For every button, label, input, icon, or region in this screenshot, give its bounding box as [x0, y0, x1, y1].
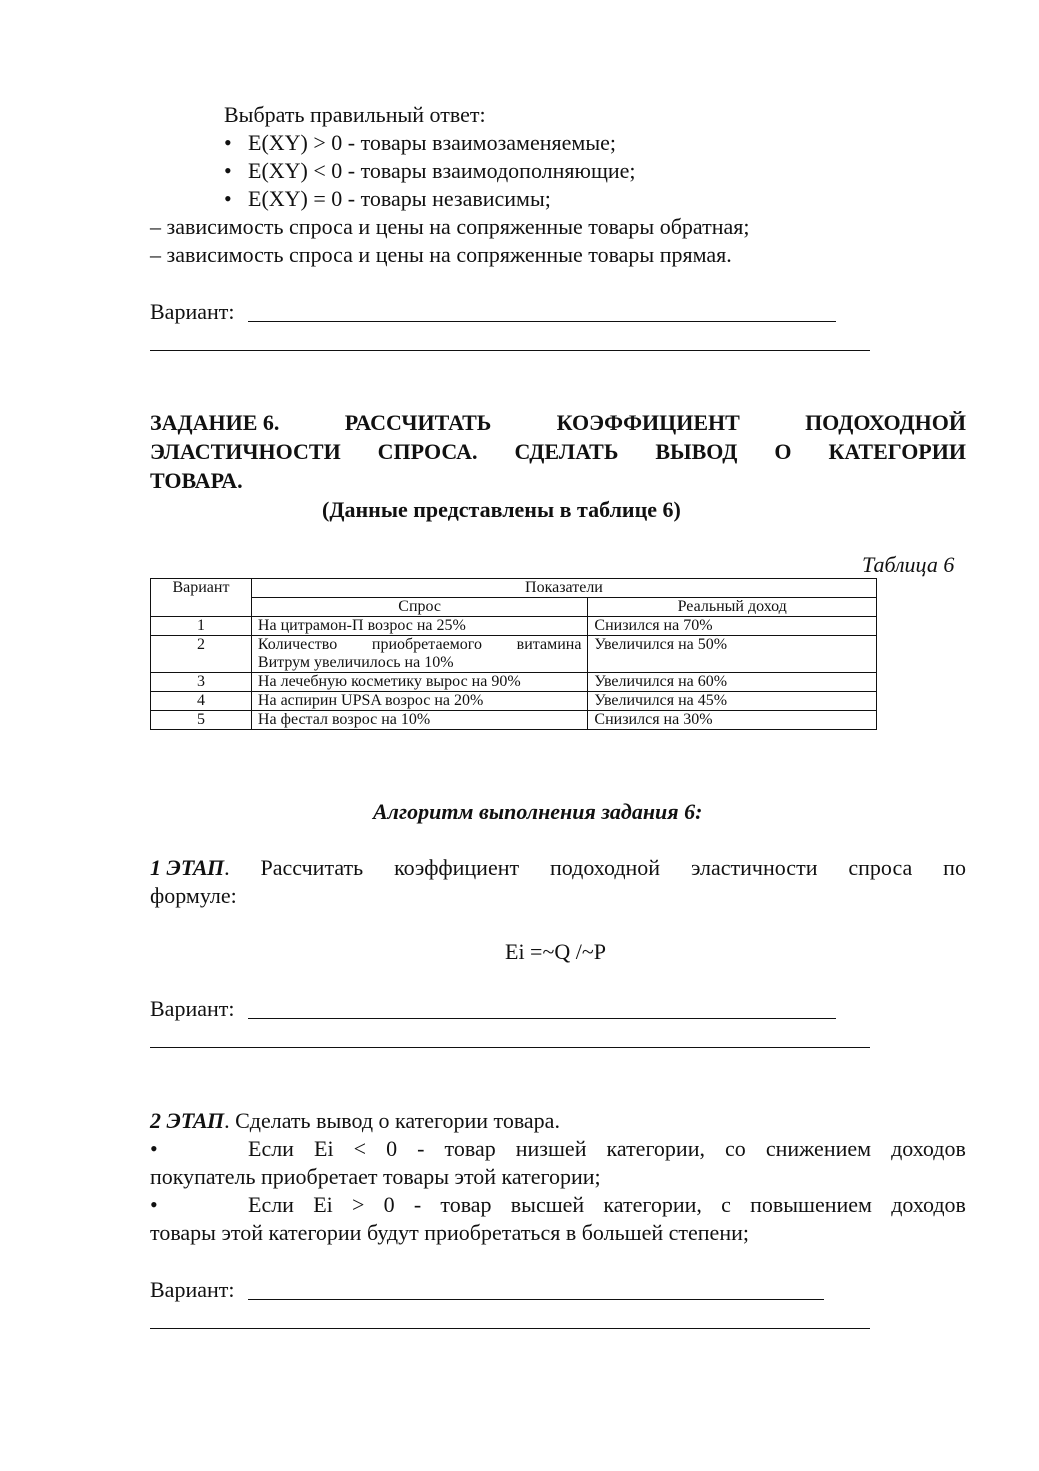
heading-word: ПОДОХОДНОЙ: [805, 410, 966, 435]
answer-prompt: Выбрать правильный ответ:: [224, 102, 486, 127]
bullet-symbol: •: [224, 158, 232, 183]
heading-word: РАССЧИТАТЬ: [344, 410, 492, 435]
task-subtitle: (Данные представлены в таблице 6): [322, 497, 681, 522]
table-row: [151, 636, 877, 673]
cell-income: Увеличился на 50%: [588, 636, 877, 673]
stage-word: повышением: [750, 1192, 872, 1217]
heading-word: КОЭФФИЦИЕНТ: [556, 410, 740, 435]
variant-label: Вариант:: [150, 299, 235, 324]
table-caption: Таблица 6: [862, 552, 955, 577]
cell-demand: На цитрамон-П возрос на 25%: [251, 617, 588, 636]
stage-word: подоходной: [550, 855, 661, 880]
cell-variant: 1: [151, 617, 252, 636]
heading-word: ВЫВОД: [655, 439, 738, 464]
cell-demand: На аспирин UPSA возрос на 20%: [251, 692, 588, 711]
stage-word: Ei: [313, 1192, 333, 1217]
algorithm-title: Алгоритм выполнения задания 6:: [373, 799, 703, 824]
stage-word: -: [417, 1136, 425, 1161]
header-income: Реальный доход: [588, 598, 877, 617]
stage-word: эластичности: [690, 855, 818, 880]
cell-variant: 2: [151, 636, 252, 673]
stage-word: <: [353, 1136, 367, 1161]
stage-word: доходов: [891, 1136, 966, 1161]
stage-word: товар: [440, 1192, 492, 1217]
option-direct: – зависимость спроса и цены на сопряженные товары прямая.: [150, 242, 732, 267]
header-indicators: Показатели: [251, 579, 876, 598]
stage1-label: 1 ЭТАП: [150, 855, 225, 880]
option-complements: E(XY) < 0 - товары взаимодополняющие;: [248, 158, 636, 183]
answer-line[interactable]: [150, 1328, 870, 1329]
heading-word: СДЕЛАТЬ: [514, 439, 619, 464]
cell-demand: На лечебную косметику вырос на 90%: [251, 673, 588, 692]
stage-word: спроса: [848, 855, 913, 880]
heading-word: ЭЛАСТИЧНОСТИ: [150, 439, 341, 464]
heading-word: КАТЕГОРИИ: [828, 439, 966, 464]
table-row: [151, 711, 877, 730]
stage1-line1: [150, 854, 966, 882]
variant-label: Вариант:: [150, 1277, 235, 1302]
stage2-bullet1-line1: [248, 1135, 966, 1163]
stage-word: >: [351, 1192, 365, 1217]
stage2-bullet2-line2: товары этой категории будут приобретаться в большей степени;: [150, 1220, 749, 1245]
answer-line[interactable]: [150, 1047, 870, 1048]
header-variant: Вариант: [151, 579, 252, 617]
bullet-symbol: •: [150, 1192, 158, 1217]
cell-variant: 5: [151, 711, 252, 730]
answer-line[interactable]: [248, 321, 836, 322]
cell-variant: 3: [151, 673, 252, 692]
stage-word: Если: [248, 1136, 294, 1161]
stage2-label: 2 ЭТАП: [150, 1108, 225, 1133]
cell-income: Снизился на 70%: [588, 617, 877, 636]
stage-word: категории,: [606, 1136, 705, 1161]
stage-word: высшей: [510, 1192, 585, 1217]
header-demand: Спрос: [251, 598, 588, 617]
answer-line[interactable]: [150, 350, 870, 351]
cell-demand: [251, 636, 588, 673]
cell-demand-line: Витрум увеличилось на 10%: [257, 654, 454, 671]
stage2-bullet1-line2: покупатель приобретает товары этой категории;: [150, 1164, 601, 1189]
variant-label: Вариант:: [150, 996, 235, 1021]
data-table: [150, 578, 877, 730]
table-subheader-row: [151, 598, 877, 617]
stage-word: товар: [444, 1136, 496, 1161]
option-inverse: – зависимость спроса и цены на сопряженные товары обратная;: [150, 214, 750, 239]
stage-word: коэффициент: [394, 855, 520, 880]
stage2-bullet2-line1: [248, 1191, 966, 1219]
heading-word: ЗАДАНИЕ 6.: [150, 410, 280, 435]
cell-demand: На фестал возрос на 10%: [251, 711, 588, 730]
heading-word: СПРОСА.: [377, 439, 478, 464]
stage-word: со: [725, 1136, 746, 1161]
cell-income: Увеличился на 45%: [588, 692, 877, 711]
task-heading-line2: [150, 438, 966, 466]
answer-line[interactable]: [248, 1018, 836, 1019]
stage-word: 0: [386, 1136, 398, 1161]
cell-demand-line: Количество приобретаемого витамина: [257, 636, 582, 653]
formula: Ei =~Q /~P: [505, 939, 606, 964]
table-row: [151, 673, 877, 692]
option-substitutes: E(XY) > 0 - товары взаимозаменяемые;: [248, 130, 616, 155]
table-row: [151, 617, 877, 636]
stage-word: -: [413, 1192, 422, 1217]
heading-word: О: [774, 439, 792, 464]
task-heading-line3: ТОВАРА.: [150, 468, 243, 493]
option-independent: E(XY) = 0 - товары независимы;: [248, 186, 551, 211]
stage-word: Ei: [314, 1136, 334, 1161]
stage-word: снижением: [765, 1136, 872, 1161]
stage-word: доходов: [891, 1192, 966, 1217]
cell-variant: 4: [151, 692, 252, 711]
cell-income: Увеличился на 60%: [588, 673, 877, 692]
stage-word: Если: [248, 1192, 294, 1217]
stage2-text: Сделать вывод о категории товара.: [229, 1108, 560, 1133]
stage1-line2: формуле:: [150, 883, 237, 908]
stage-text: 1 ЭТАП.: [150, 855, 230, 880]
stage-word: низшей: [515, 1136, 587, 1161]
stage-word: Рассчитать: [260, 855, 364, 880]
bullet-symbol: •: [224, 186, 232, 211]
bullet-symbol: •: [224, 130, 232, 155]
stage-word: с: [721, 1192, 731, 1217]
task-heading-line1: [150, 409, 966, 437]
stage2-line: 2 ЭТАП. Сделать вывод о категории товара.: [150, 1108, 560, 1133]
stage-word: категории,: [603, 1192, 702, 1217]
table-row: [151, 692, 877, 711]
bullet-symbol: •: [150, 1136, 158, 1161]
stage-word: 0: [383, 1192, 395, 1217]
table-header-row: [151, 579, 877, 598]
cell-income: Снизился на 30%: [588, 711, 877, 730]
answer-line[interactable]: [248, 1299, 824, 1300]
stage-word: по: [943, 855, 966, 880]
